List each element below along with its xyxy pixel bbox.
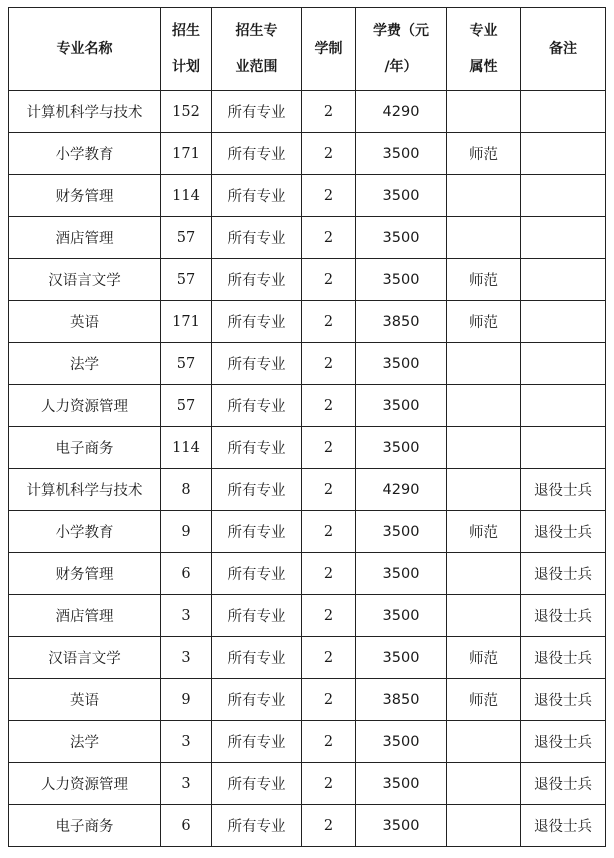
cell-duration: 2 <box>302 91 356 133</box>
cell-remark: 退役士兵 <box>521 637 606 679</box>
cell-duration: 2 <box>302 217 356 259</box>
header-fee <box>356 8 447 91</box>
cell-fee: 3500 <box>356 175 447 217</box>
cell-fee: 4290 <box>356 469 447 511</box>
cell-attribute: 师范 <box>447 133 521 175</box>
cell-remark <box>521 259 606 301</box>
cell-remark: 退役士兵 <box>521 595 606 637</box>
cell-scope: 所有专业 <box>212 133 302 175</box>
cell-plan: 57 <box>161 259 212 301</box>
cell-scope: 所有专业 <box>212 805 302 847</box>
cell-major: 英语 <box>9 301 161 343</box>
cell-scope: 所有专业 <box>212 721 302 763</box>
cell-plan: 57 <box>161 217 212 259</box>
cell-attribute: 师范 <box>447 259 521 301</box>
header-attribute <box>447 8 521 91</box>
cell-fee: 3500 <box>356 553 447 595</box>
header-row <box>9 8 606 91</box>
table-row <box>9 763 606 805</box>
cell-scope: 所有专业 <box>212 469 302 511</box>
cell-duration: 2 <box>302 595 356 637</box>
cell-scope: 所有专业 <box>212 553 302 595</box>
cell-attribute: 师范 <box>447 301 521 343</box>
header-plan-line1: 招生 <box>172 23 200 39</box>
header-duration <box>302 8 356 91</box>
cell-attribute <box>447 91 521 133</box>
cell-major: 小学教育 <box>9 511 161 553</box>
cell-remark: 退役士兵 <box>521 469 606 511</box>
table-row <box>9 175 606 217</box>
header-fee-line1: 学费（元 <box>373 23 429 39</box>
cell-plan: 114 <box>161 427 212 469</box>
cell-scope: 所有专业 <box>212 679 302 721</box>
table-row <box>9 427 606 469</box>
table-row <box>9 553 606 595</box>
cell-remark: 退役士兵 <box>521 721 606 763</box>
cell-major: 财务管理 <box>9 175 161 217</box>
cell-duration: 2 <box>302 553 356 595</box>
cell-scope: 所有专业 <box>212 637 302 679</box>
cell-major: 计算机科学与技术 <box>9 469 161 511</box>
cell-duration: 2 <box>302 805 356 847</box>
table-row <box>9 217 606 259</box>
cell-fee: 3500 <box>356 721 447 763</box>
cell-fee: 3500 <box>356 133 447 175</box>
cell-plan: 114 <box>161 175 212 217</box>
cell-attribute <box>447 427 521 469</box>
cell-plan: 57 <box>161 385 212 427</box>
table-row <box>9 133 606 175</box>
header-remark-text: 备注 <box>549 41 577 57</box>
table-row <box>9 259 606 301</box>
header-plan-line2: 计划 <box>172 59 200 75</box>
cell-fee: 4290 <box>356 91 447 133</box>
cell-remark <box>521 343 606 385</box>
cell-major: 酒店管理 <box>9 217 161 259</box>
table-row <box>9 385 606 427</box>
table-row <box>9 721 606 763</box>
header-fee-line2: /年） <box>384 59 418 75</box>
cell-fee: 3500 <box>356 343 447 385</box>
cell-duration: 2 <box>302 721 356 763</box>
cell-plan: 3 <box>161 721 212 763</box>
cell-plan: 171 <box>161 301 212 343</box>
cell-scope: 所有专业 <box>212 217 302 259</box>
header-major-name <box>9 8 161 91</box>
cell-remark <box>521 91 606 133</box>
cell-attribute <box>447 721 521 763</box>
cell-scope: 所有专业 <box>212 343 302 385</box>
header-remark <box>521 8 606 91</box>
header-scope-line1: 招生专 <box>235 23 278 39</box>
table-row <box>9 469 606 511</box>
cell-major: 小学教育 <box>9 133 161 175</box>
cell-duration: 2 <box>302 427 356 469</box>
cell-scope: 所有专业 <box>212 763 302 805</box>
header-duration-text: 学制 <box>314 41 343 57</box>
table-header <box>9 8 606 91</box>
cell-attribute <box>447 385 521 427</box>
cell-remark <box>521 175 606 217</box>
header-scope-line2: 业范围 <box>235 59 278 75</box>
cell-fee: 3850 <box>356 301 447 343</box>
cell-attribute <box>447 343 521 385</box>
cell-duration: 2 <box>302 469 356 511</box>
cell-remark <box>521 427 606 469</box>
cell-plan: 3 <box>161 595 212 637</box>
cell-remark <box>521 133 606 175</box>
cell-attribute <box>447 175 521 217</box>
cell-duration: 2 <box>302 259 356 301</box>
cell-remark: 退役士兵 <box>521 679 606 721</box>
cell-attribute <box>447 553 521 595</box>
cell-plan: 8 <box>161 469 212 511</box>
cell-fee: 3500 <box>356 217 447 259</box>
table-row <box>9 343 606 385</box>
cell-fee: 3850 <box>356 679 447 721</box>
cell-attribute: 师范 <box>447 679 521 721</box>
table-row <box>9 595 606 637</box>
cell-attribute <box>447 805 521 847</box>
cell-remark: 退役士兵 <box>521 553 606 595</box>
cell-scope: 所有专业 <box>212 427 302 469</box>
cell-fee: 3500 <box>356 427 447 469</box>
cell-scope: 所有专业 <box>212 91 302 133</box>
cell-major: 法学 <box>9 721 161 763</box>
cell-plan: 171 <box>161 133 212 175</box>
header-major-name-text: 专业名称 <box>56 41 113 57</box>
cell-plan: 3 <box>161 637 212 679</box>
cell-major: 汉语言文学 <box>9 637 161 679</box>
cell-duration: 2 <box>302 763 356 805</box>
cell-duration: 2 <box>302 637 356 679</box>
cell-duration: 2 <box>302 679 356 721</box>
cell-major: 电子商务 <box>9 805 161 847</box>
cell-attribute <box>447 469 521 511</box>
cell-plan: 9 <box>161 511 212 553</box>
enrollment-table <box>8 7 606 847</box>
cell-major: 英语 <box>9 679 161 721</box>
table-row <box>9 805 606 847</box>
cell-attribute <box>447 763 521 805</box>
cell-remark <box>521 385 606 427</box>
cell-fee: 3500 <box>356 805 447 847</box>
cell-remark <box>521 217 606 259</box>
cell-major: 人力资源管理 <box>9 385 161 427</box>
cell-duration: 2 <box>302 511 356 553</box>
cell-scope: 所有专业 <box>212 175 302 217</box>
cell-attribute: 师范 <box>447 511 521 553</box>
cell-major: 电子商务 <box>9 427 161 469</box>
cell-fee: 3500 <box>356 637 447 679</box>
cell-major: 人力资源管理 <box>9 763 161 805</box>
cell-remark: 退役士兵 <box>521 763 606 805</box>
table-row <box>9 301 606 343</box>
cell-duration: 2 <box>302 175 356 217</box>
cell-fee: 3500 <box>356 763 447 805</box>
cell-scope: 所有专业 <box>212 259 302 301</box>
cell-major: 财务管理 <box>9 553 161 595</box>
cell-scope: 所有专业 <box>212 595 302 637</box>
cell-remark: 退役士兵 <box>521 511 606 553</box>
cell-duration: 2 <box>302 133 356 175</box>
cell-duration: 2 <box>302 385 356 427</box>
cell-scope: 所有专业 <box>212 301 302 343</box>
header-scope <box>212 8 302 91</box>
cell-fee: 3500 <box>356 385 447 427</box>
cell-major: 计算机科学与技术 <box>9 91 161 133</box>
cell-major: 汉语言文学 <box>9 259 161 301</box>
cell-scope: 所有专业 <box>212 511 302 553</box>
cell-attribute <box>447 595 521 637</box>
cell-duration: 2 <box>302 301 356 343</box>
cell-duration: 2 <box>302 343 356 385</box>
table-body <box>9 91 606 847</box>
header-attribute-line1: 专业 <box>469 23 498 39</box>
cell-plan: 152 <box>161 91 212 133</box>
cell-remark: 退役士兵 <box>521 805 606 847</box>
cell-major: 法学 <box>9 343 161 385</box>
cell-major: 酒店管理 <box>9 595 161 637</box>
cell-fee: 3500 <box>356 595 447 637</box>
cell-plan: 9 <box>161 679 212 721</box>
header-plan <box>161 8 212 91</box>
table-row <box>9 679 606 721</box>
cell-scope: 所有专业 <box>212 385 302 427</box>
cell-attribute <box>447 217 521 259</box>
cell-plan: 6 <box>161 805 212 847</box>
cell-plan: 57 <box>161 343 212 385</box>
cell-attribute: 师范 <box>447 637 521 679</box>
table-row <box>9 511 606 553</box>
cell-fee: 3500 <box>356 259 447 301</box>
cell-plan: 3 <box>161 763 212 805</box>
header-attribute-line2: 属性 <box>469 59 498 75</box>
table-row <box>9 637 606 679</box>
table-row <box>9 91 606 133</box>
cell-remark <box>521 301 606 343</box>
cell-plan: 6 <box>161 553 212 595</box>
cell-fee: 3500 <box>356 511 447 553</box>
